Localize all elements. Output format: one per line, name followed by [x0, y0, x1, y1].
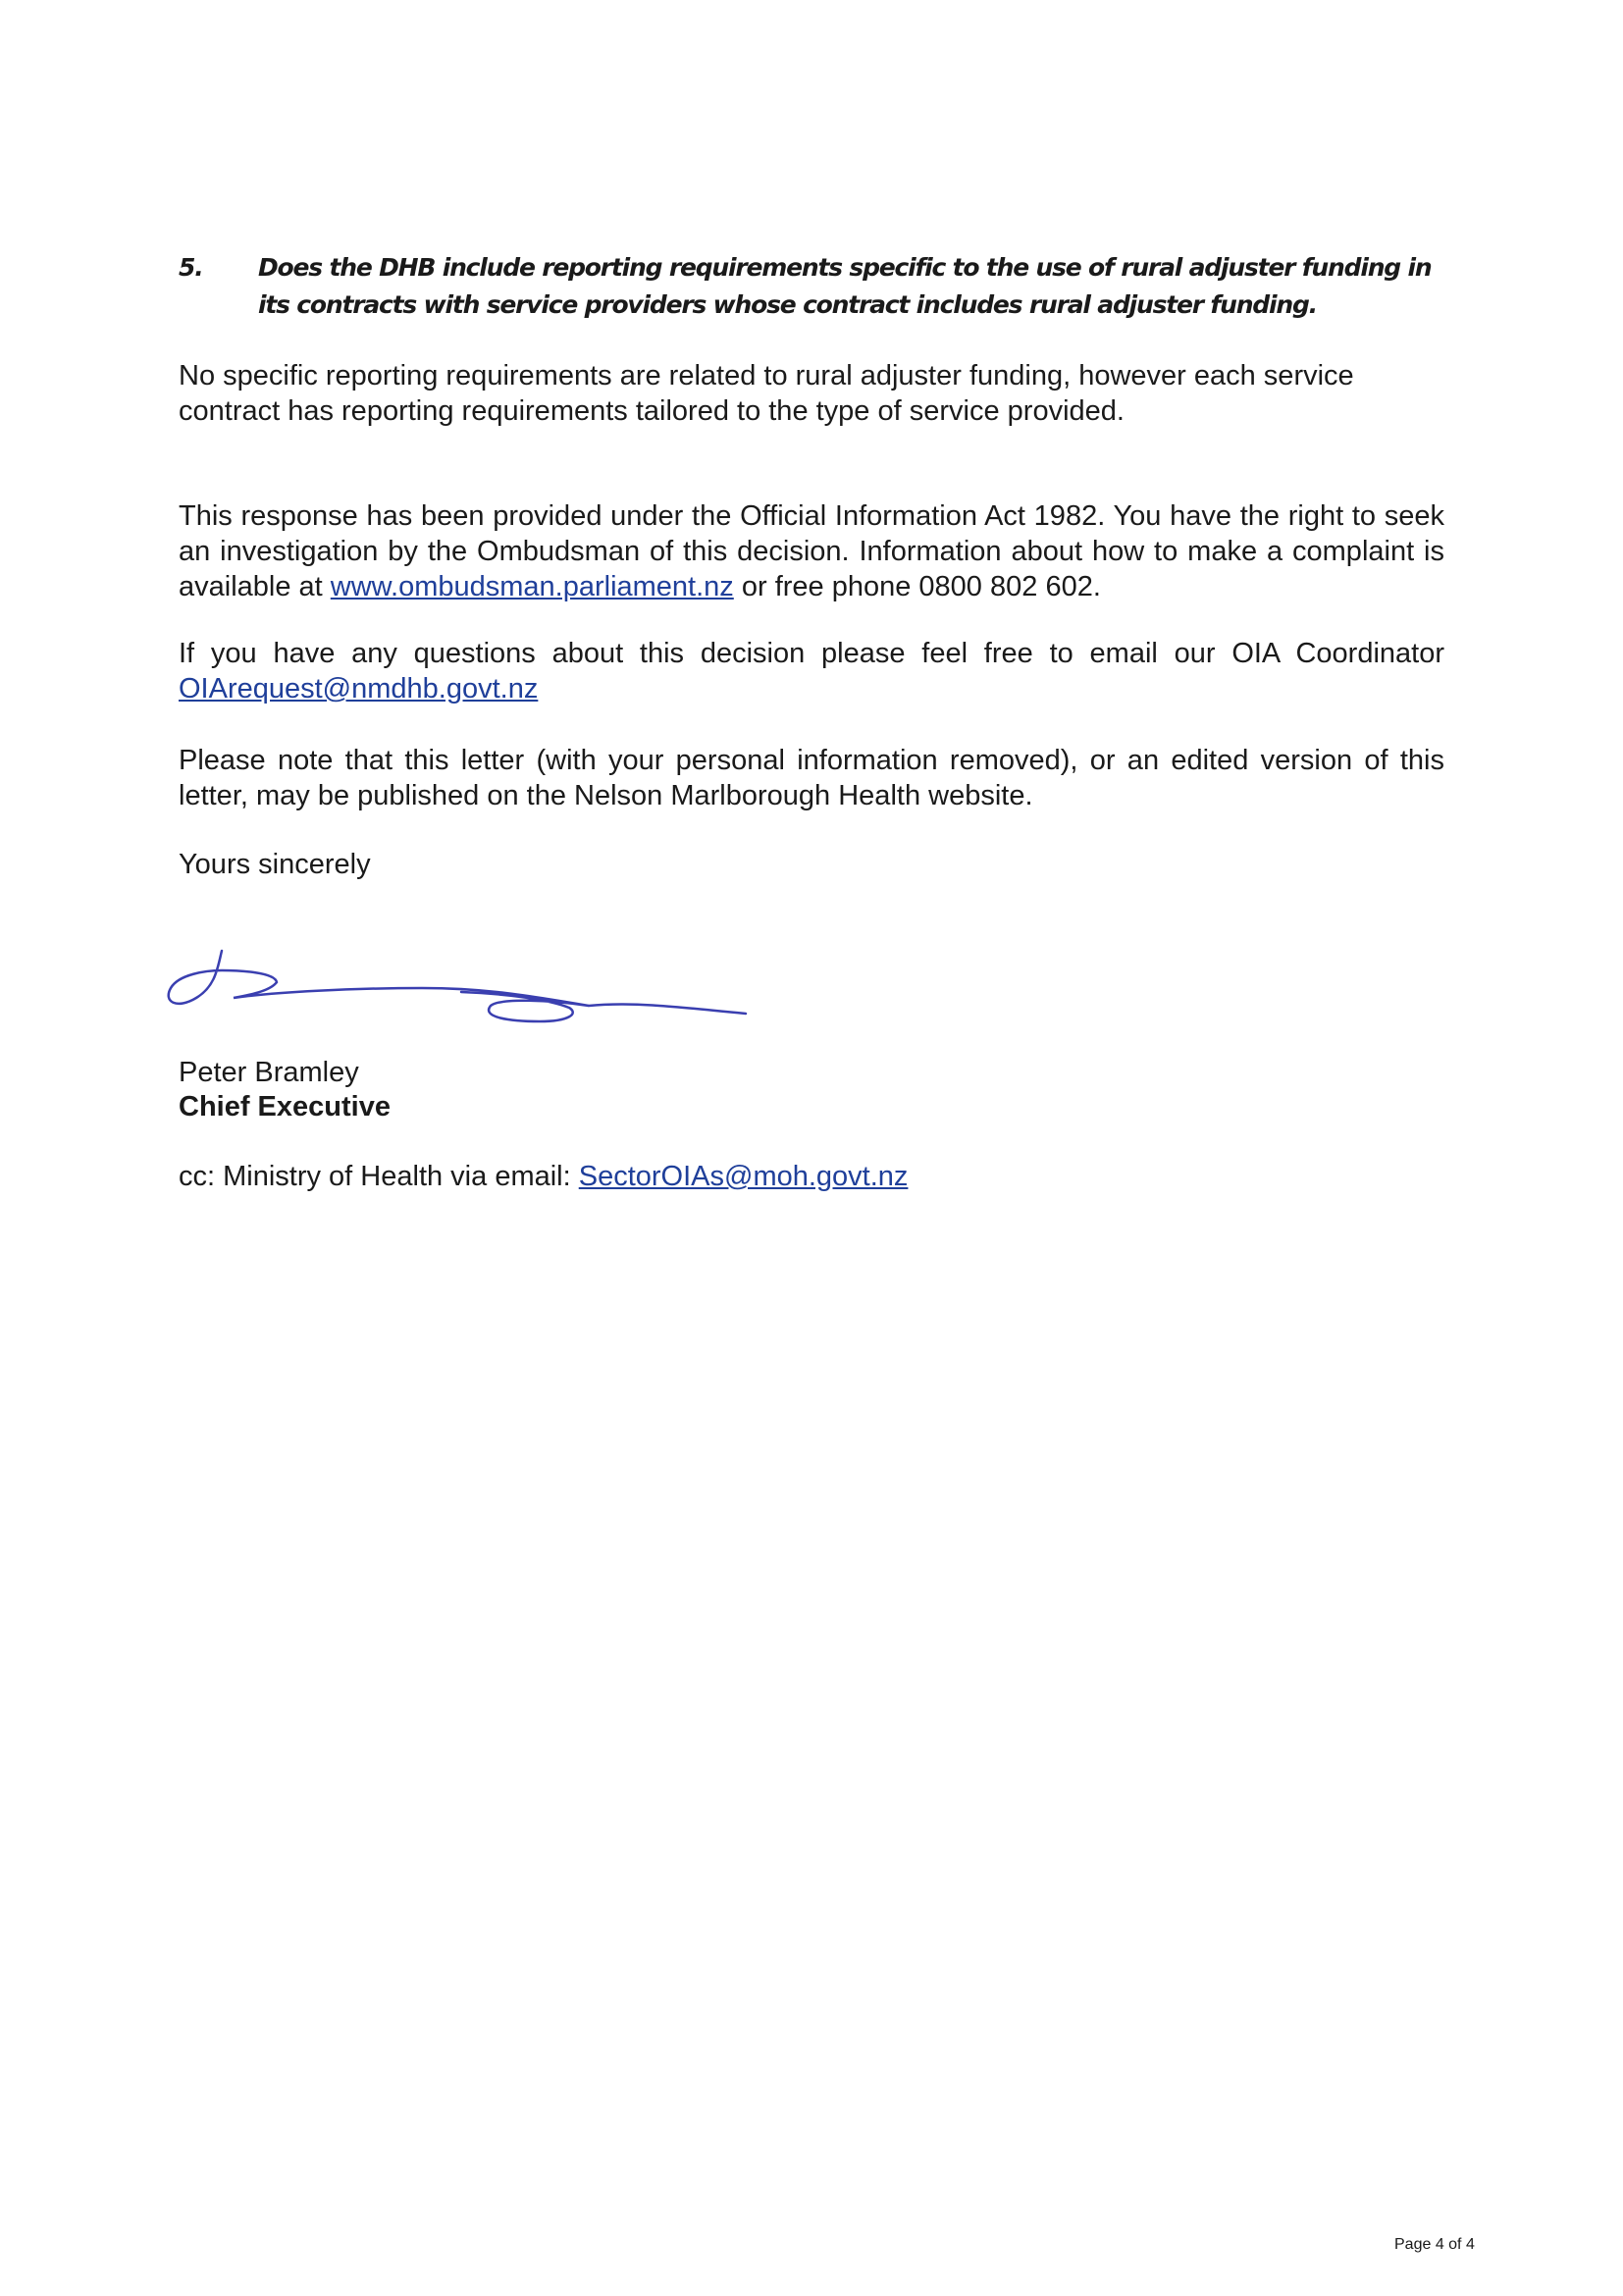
question-text: Does the DHB include reporting requirements specific to the use of rural adjuster funding in its contracts with service providers whose contract includes rural adjuster funding. — [258, 253, 1432, 319]
questions-paragraph — [179, 636, 1444, 706]
signatory-title: Chief Executive — [179, 1091, 391, 1122]
questions-text: If you have any questions about this decision please feel free to email our OIA Coordinator — [179, 638, 1444, 669]
closing: Yours sincerely — [179, 849, 371, 880]
oia-text: This response has been provided under the Official Information Act 1982. You have the right to seek an investigation by the Ombudsman of this decision. Information about how to make a complaint is available at — [179, 500, 1444, 602]
publish-note: Please note that this letter (with your personal information removed), or an edited version of this letter, may be published on the Nelson Marlborough Health website. — [179, 745, 1444, 811]
answer-paragraph: No specific reporting requirements are related to rural adjuster funding, however each service contract has reporting requirements tailored to the type of service provided. — [179, 360, 1354, 427]
cc-line — [179, 1159, 1444, 1194]
page-number: Page 4 of 4 — [1394, 2236, 1475, 2253]
cc-text: cc: Ministry of Health via email: — [179, 1161, 579, 1192]
moh-email-link[interactable]: SectorOIAs@moh.govt.nz — [578, 1161, 909, 1192]
signatory-name: Peter Bramley — [179, 1057, 359, 1088]
oia-paragraph — [179, 498, 1444, 604]
question-5 — [179, 249, 1454, 324]
ombudsman-link[interactable]: www.ombudsman.parliament.nz — [330, 571, 734, 602]
oia-text-after: or free phone 0800 802 602. — [733, 571, 1101, 602]
handwritten-signature — [157, 937, 765, 1040]
oia-email-link[interactable]: OIArequest@nmdhb.govt.nz — [179, 673, 539, 704]
question-number: 5. — [179, 253, 203, 282]
